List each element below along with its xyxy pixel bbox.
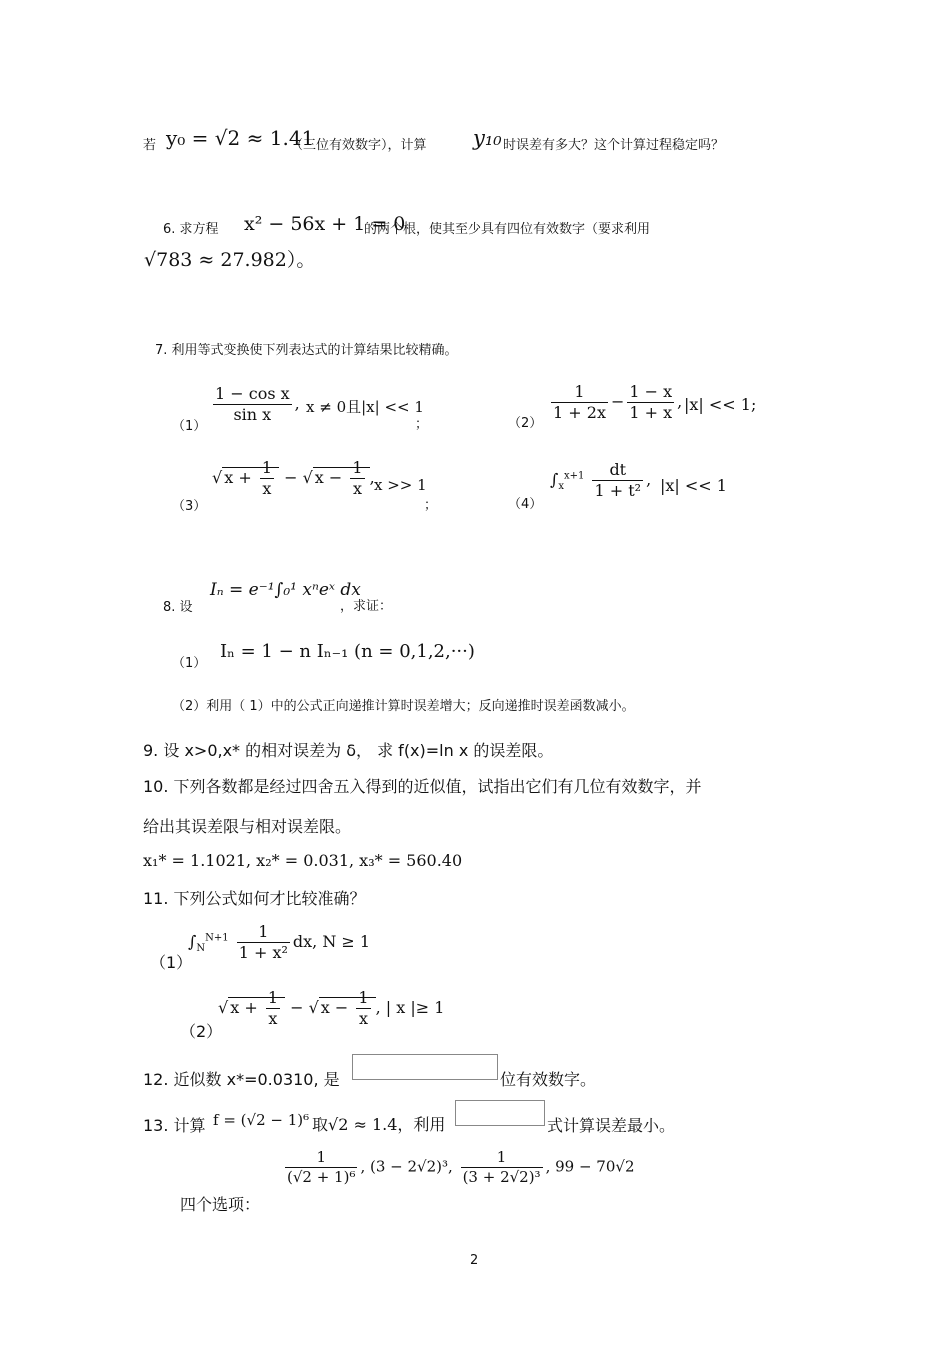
p7-item3-expr: √ x + $\frac{1}{x}$ − √ x − $\frac{1}{x}$ ,: [212, 458, 375, 498]
p7-item3-cond: x >> 1: [374, 476, 427, 494]
p12-answer-box[interactable]: [352, 1054, 498, 1080]
p7-item2-cond: |x| << 1;: [684, 395, 757, 414]
p9: 9. 设 x>0,x* 的相对误差为 δ， 求 f(x)=ln x 的误差限。: [143, 741, 554, 760]
p7-item4-expr: $\int_x^{x+1}$ $\frac{dt}{\text{1 + t²}}$ ,: [550, 460, 652, 500]
p13-option-3: $\frac{1}{\text{(3 + 2√2)³}}$: [462, 1148, 541, 1186]
page-number: 2: [470, 1253, 479, 1268]
p10-line1: 10. 下列各数都是经过四舍五入得到的近似值，试指出它们有几位有效数字，并: [143, 777, 702, 796]
p8-item1-formula: Iₙ = 1 − n Iₙ₋₁ (n = 0,1,2,···): [220, 641, 475, 662]
p7-item2-label: （2）: [508, 416, 543, 431]
p8-suffix: ，求证：: [340, 599, 393, 614]
p7-item4-label: （4）: [508, 497, 543, 512]
p5-y10: y₁₀: [473, 126, 502, 150]
p7-item4-cond: |x| << 1: [660, 476, 727, 495]
p13-suffix: 式计算误差最小。: [547, 1116, 676, 1135]
p11-title: 11. 下列公式如何才比较准确？: [143, 889, 366, 908]
p13-answer-box[interactable]: [455, 1100, 545, 1126]
p11-item2-tail: , | x |≥ 1: [375, 998, 445, 1017]
p13-prefix: 13. 计算: [143, 1116, 206, 1135]
p7-item1-tail: ；: [415, 417, 429, 432]
p5-suffix: 时误差有多大？这个计算过程稳定吗？: [503, 138, 725, 153]
p11-item1-label: （1）: [150, 953, 193, 972]
p6-sqrt-hint: √783 ≈ 27.982）。: [144, 249, 316, 271]
p7-item2-expr: $\frac{1}{1 + 2x}$ − $\frac{1 - x}{1 + x}$ ,: [553, 382, 683, 422]
p7-item3-label: （3）: [172, 499, 207, 514]
p6-suffix: 的两个根，使其至少具有四位有效数字（要求利用: [364, 222, 651, 237]
p11-item2-formula: √ x + $\frac{1}{x}$ − √ x − $\frac{1}{x}$ , | x |≥ 1: [218, 988, 445, 1028]
p8-item2: （2）利用（ 1）中的公式正向递推计算时误差增大；反向递推时误差函数减小。: [172, 699, 635, 714]
p11-item1-tail: dx, N ≥ 1: [292, 932, 371, 951]
p5-prefix: 若: [143, 138, 157, 153]
p11-item1-formula: $\int_N^{N+1}$ $\frac{1}{\text{1 + x²}}$ dx, N ≥ 1: [188, 922, 371, 962]
p13-options-label: 四个选项：: [180, 1195, 261, 1214]
p5-note: （三位有效数字），计算: [290, 138, 427, 153]
p7-item1-label: （1）: [172, 419, 207, 434]
p8-prefix: 8. 设: [163, 600, 193, 615]
p7-item3-tail: ；: [424, 498, 438, 513]
p8-definition: Iₙ = e⁻¹∫₀¹ xⁿeˣ dx: [210, 580, 361, 600]
p10-line2: 给出其误差限与相对误差限。: [143, 817, 352, 836]
p12-suffix: 位有效数字。: [500, 1070, 597, 1089]
p7-item1-cond: x ≠ 0且|x| << 1: [306, 398, 424, 416]
p13-options: $\frac{1}{\text{(√2 + 1)⁶}}$ , (3 − 2√2)³, $\frac{1}{\text{(3 + 2√2)³}}$ , 99 − 70√2: [287, 1148, 635, 1186]
p13-option-1: $\frac{1}{\text{(√2 + 1)⁶}}$: [287, 1148, 356, 1186]
p10-values: x₁* = 1.1021, x₂* = 0.031, x₃* = 560.40: [143, 851, 463, 870]
p11-item2-label: （2）: [180, 1022, 223, 1041]
p13-option-4: , 99 − 70√2: [545, 1157, 635, 1176]
p13-mid: 取√2 ≈ 1.4，利用: [312, 1115, 446, 1134]
p6-equation: x² − 56x + 1 = 0: [244, 213, 406, 235]
p13-formula: f = (√2 − 1)⁶: [213, 1111, 310, 1129]
p12-prefix: 12. 近似数 x*=0.0310, 是: [143, 1070, 340, 1089]
p6-prefix: 6. 求方程: [163, 222, 219, 237]
p5-formula: y₀ = √2 ≈ 1.41: [166, 126, 315, 150]
p7-title: 7. 利用等式变换使下列表达式的计算结果比较精确。: [155, 343, 458, 358]
p7-item1-expr: $\frac{\text{1 − cos x}}{\text{sin x}}$ ,: [215, 384, 300, 424]
p8-item1-label: （1）: [172, 656, 207, 671]
